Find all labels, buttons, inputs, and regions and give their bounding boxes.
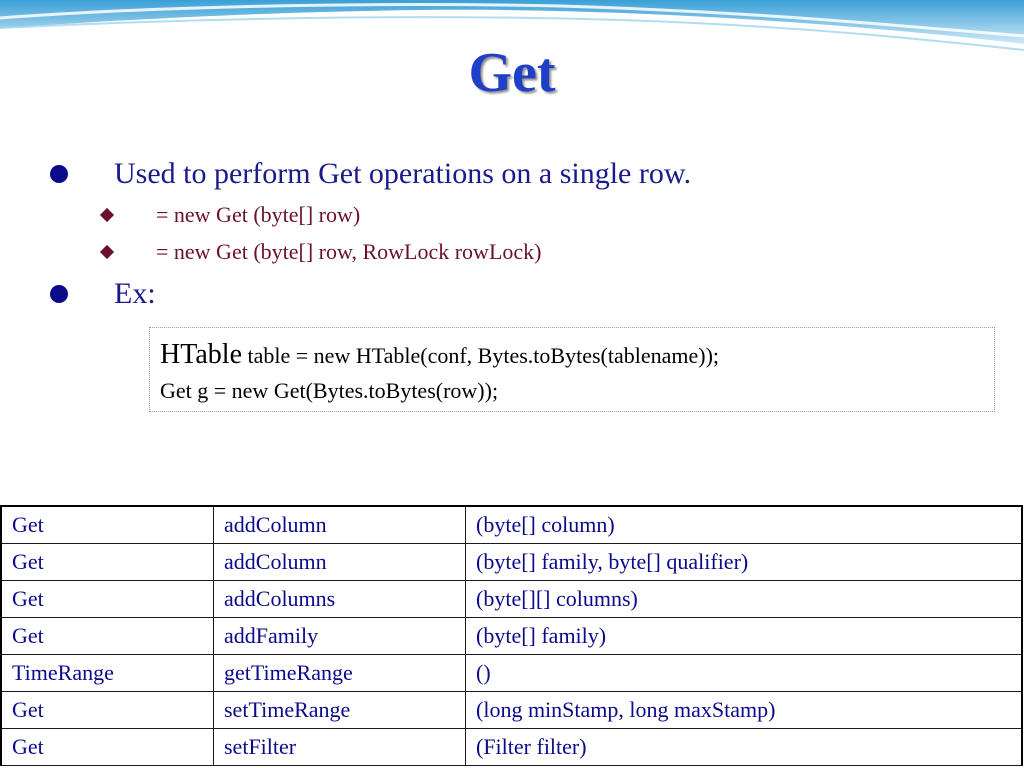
parameters-cell: (long minStamp, long maxStamp) (466, 692, 1023, 729)
method-name-cell: addFamily (214, 618, 466, 655)
bullet-text: Used to perform Get operations on a single row. (114, 157, 692, 190)
method-name-cell: setFilter (214, 729, 466, 766)
parameters-cell: (Filter filter) (466, 729, 1023, 766)
methods-table (0, 505, 1023, 766)
parameters-cell: (byte[][] columns) (466, 581, 1023, 618)
bullet-dot-icon (50, 285, 68, 303)
code-line: Get g = new Get(Bytes.toBytes(row)); (160, 378, 499, 403)
table-row (1, 581, 1022, 618)
diamond-bullet-icon (100, 245, 114, 259)
bullet-dot-icon (50, 165, 68, 183)
code-example-box (149, 327, 995, 412)
diamond-bullet-icon (100, 208, 114, 222)
table-row (1, 544, 1022, 581)
return-type-cell: Get (1, 581, 214, 618)
table-row (1, 618, 1022, 655)
return-type-cell: Get (1, 544, 214, 581)
return-type-cell: Get (1, 618, 214, 655)
method-name-cell: addColumn (214, 506, 466, 544)
code-keyword: HTable (160, 339, 243, 370)
method-name-cell: addColumns (214, 581, 466, 618)
bullet-text: Ex: (114, 277, 156, 310)
parameters-cell: () (466, 655, 1023, 692)
table-row (1, 729, 1022, 766)
sub-bullet-text: = new Get (byte[] row) (156, 202, 361, 227)
table-row (1, 506, 1022, 544)
return-type-cell: TimeRange (1, 655, 214, 692)
method-name-cell: addColumn (214, 544, 466, 581)
parameters-cell: (byte[] column) (466, 506, 1023, 544)
return-type-cell: Get (1, 692, 214, 729)
parameters-cell: (byte[] family) (466, 618, 1023, 655)
code-line (160, 338, 984, 376)
slide-title: Get (468, 42, 556, 104)
method-name-cell: setTimeRange (214, 692, 466, 729)
table-row (1, 655, 1022, 692)
method-name-cell: getTimeRange (214, 655, 466, 692)
return-type-cell: Get (1, 729, 214, 766)
code-text: table = new HTable(conf, Bytes.toBytes(tablename)); (242, 343, 720, 368)
table-row (1, 692, 1022, 729)
return-type-cell: Get (1, 506, 214, 544)
sub-bullet-text: = new Get (byte[] row, RowLock rowLock) (156, 239, 542, 264)
parameters-cell: (byte[] family, byte[] qualifier) (466, 544, 1023, 581)
